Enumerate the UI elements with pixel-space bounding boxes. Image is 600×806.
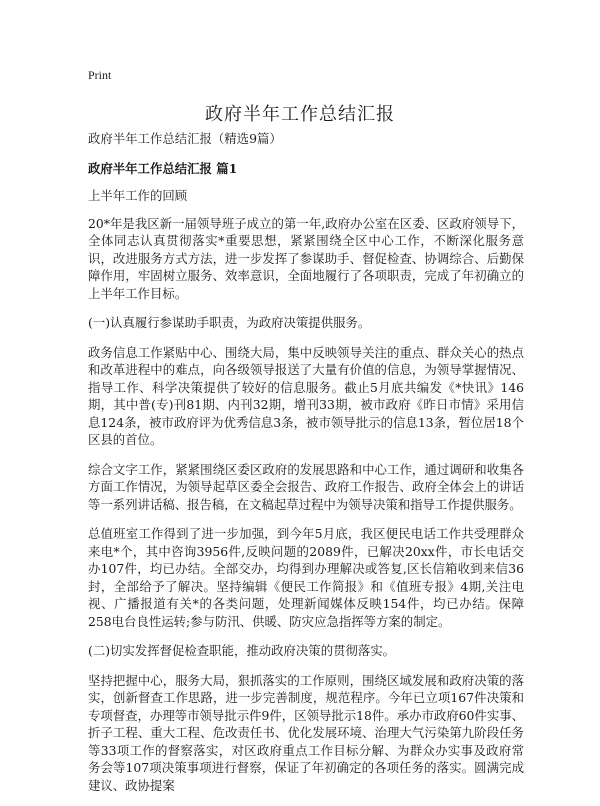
document-title: 政府半年工作总结汇报: [205, 104, 395, 125]
paragraph-supervision: 坚持把握中心，服务大局，狠抓落实的工作原则，围绕区域发展和政府决策的落实，创新督查工作思路，进一步完善制度，规范程序。今年已立项167件决策和专项督查，办理等市领导批示件9件，区领导批示18件。承办市政府60件实事、折子工程、重大工程、危改责任书、优化发展环境、治理大气污染第九阶段任务等33项工作的督察落实，对区政府重点工作目标分解、为群众办实事及政府常务会等107项决策事项进行督察，保证了年初确定的各项任务的落实。圆满完成建议、政协提案: [88, 672, 524, 793]
subheading-supervision: (二)切实发挥督促检查职能，推动政府决策的贯彻落实。: [88, 643, 396, 658]
review-heading: 上半年工作的回顾: [88, 188, 188, 203]
subheading-advisory: (一)认真履行参谋助手职责，为政府决策提供服务。: [88, 315, 371, 330]
section-heading: 政府半年工作总结汇报 篇1: [88, 160, 238, 176]
paragraph-drafting: 综合文字工作，紧紧围绕区委区政府的发展思路和中心工作，通过调研和收集各方面工作情况，为领导起草区委全会报告、政府工作报告、政府全体会上的讲话等一系列讲话稿、报告稿，在文稿起草过程中为领导决策和指导工作提供服务。: [88, 461, 524, 512]
document-body: [88, 130, 524, 806]
document-subtitle: 政府半年工作总结汇报（精选9篇）: [88, 131, 282, 146]
paragraph-intro: 20*年是我区新一届领导班子成立的第一年,政府办公室在区委、区政府领导下，全体同志认真贯彻落实*重要思想，紧紧围绕全区中心工作，不断深化服务意识，改进服务方式方法，进一步发挥了参谋助手、督促检查、协调综合、后勤保障作用，牢固树立服务、效率意识，全面地履行了各项职责，完成了年初确立的上半年工作目标。: [88, 215, 524, 301]
print-link[interactable]: Print: [88, 68, 112, 82]
paragraph-information: 政务信息工作紧贴中心、围绕大局，集中反映领导关注的重点、群众关心的热点和改革进程中的难点，向各级领导报送了大量有价值的信息，为领导掌握情况、指导工作、科学决策提供了较好的信息服务。截止5月底共编发《*快讯》146期，其中普(专)刊81期、内刊32期，增刊33期，被市政府《昨日市情》采用信息124条，被市政府评为优秀信息3条，被市领导批示的信息13条，暂位居18个区县的首位。: [88, 344, 524, 447]
paragraph-duty-office: 总值班室工作得到了进一步加强，到今年5月底，我区便民电话工作共受理群众来电*个，其中咨询3956件,反映问题的2089件，已解决20xx件，市长电话交办107件，均已办结。全部交办，均得到办理解决或答复,区长信箱收到来信36封，全部给予了解决。坚持编辑《便民工作简报》和《值班专报》4期,关注电视、广播报道有关*的各类问题，处理新闻媒体反映154件，均已办结。保障258电台良性运转;参与防汛、供暖、防灾应急指挥等方案的制定。: [88, 526, 524, 629]
